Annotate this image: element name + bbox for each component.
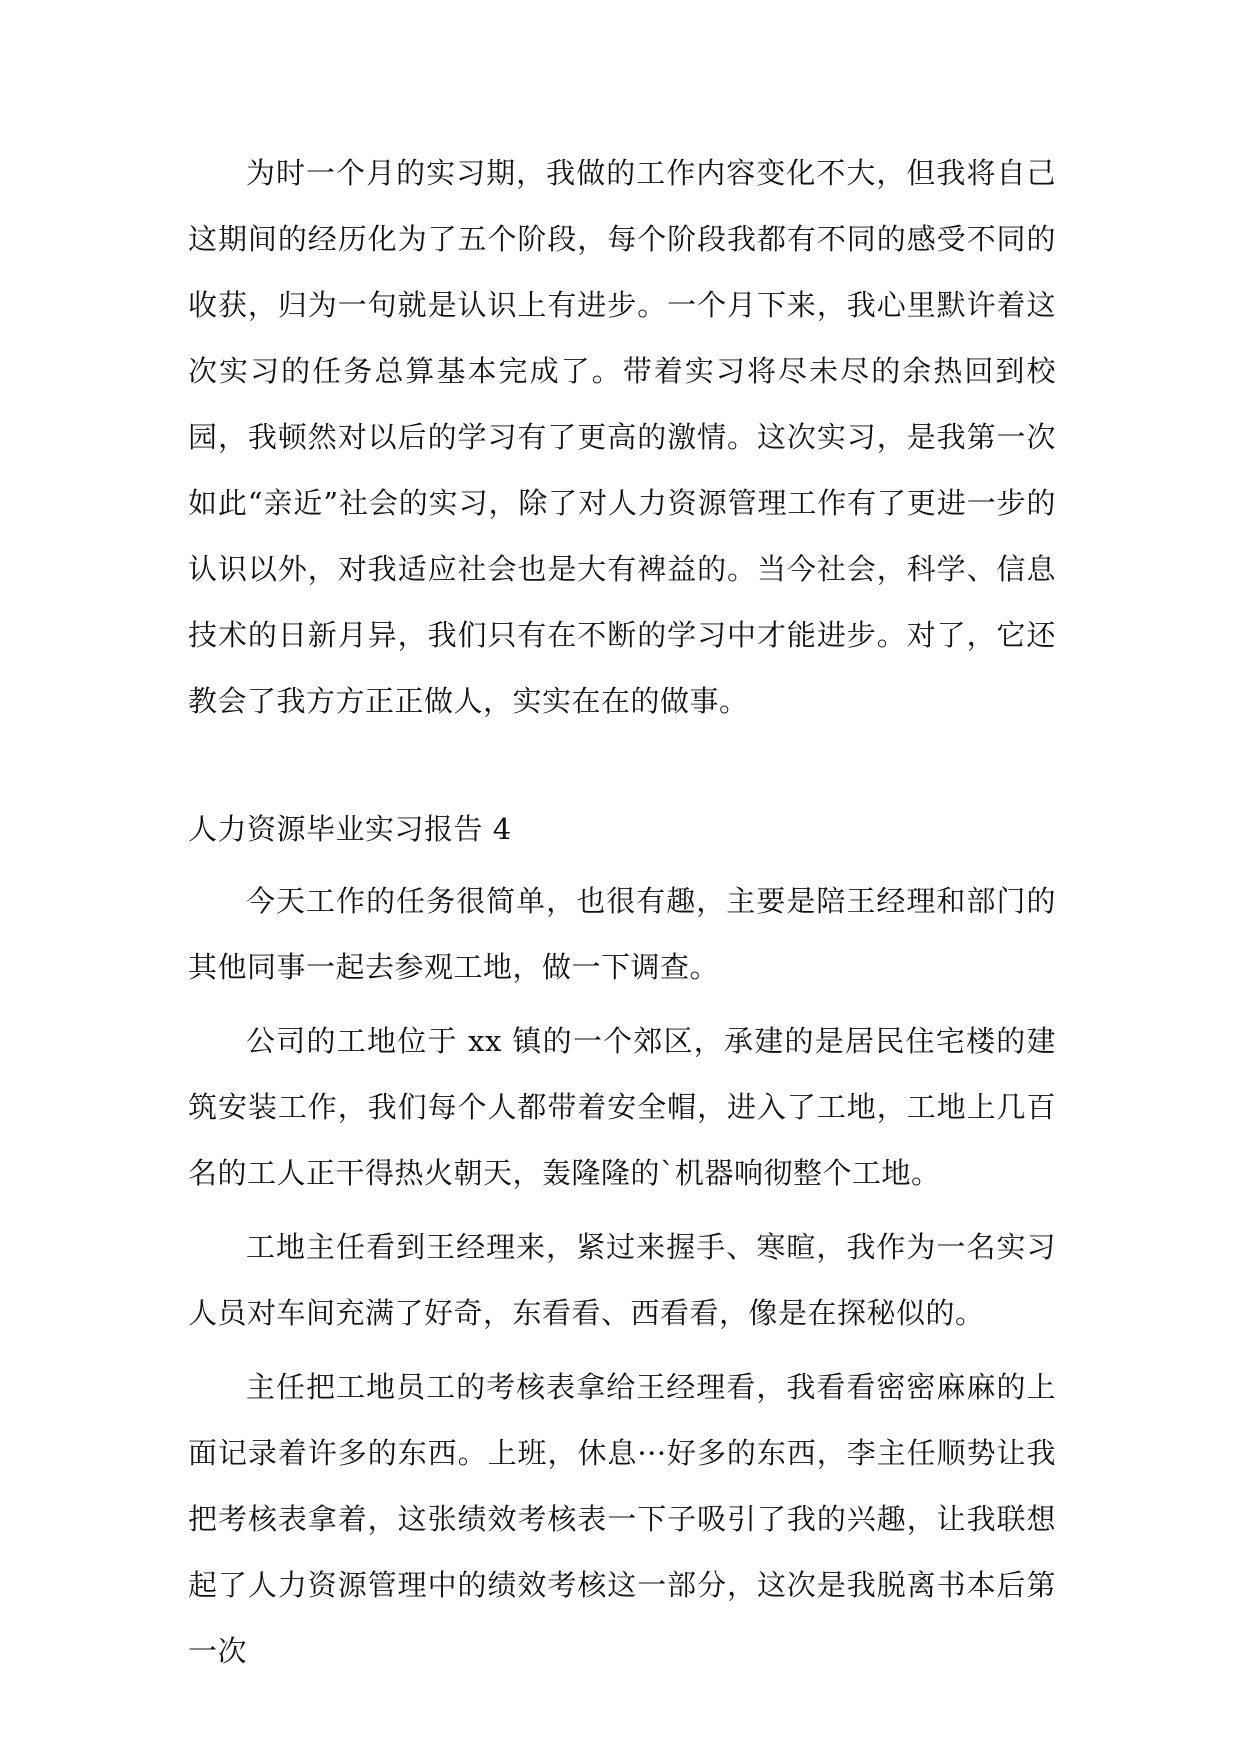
section-paragraph-2: 公司的工地位于 xx 镇的一个郊区，承建的是居民住宅楼的建筑安装工作，我们每个人都带着安全帽，进入了工地，工地上几百名的工人正干得热火朝天，轰隆隆的`机器响彻整个工地。 [188, 1024, 1056, 1190]
section-paragraph-4: 主任把工地员工的考核表拿给王经理看，我看看密密麻麻的上面记录着许多的东西。上班，休息···好多的东西，李主任顺势让我把考核表拿着，这张绩效考核表一下子吸引了我的兴趣，让我联想起了人力资源管理中的绩效考核这一部分，这次是我脱离书本后第一次 [188, 1370, 1056, 1668]
section-heading: 人力资源毕业实习报告 4 [188, 812, 512, 846]
document-page [188, 140, 1056, 1684]
section-paragraph-1: 今天工作的任务很简单，也很有趣，主要是陪王经理和部门的其他同事一起去参观工地，做一下调查。 [188, 884, 1056, 984]
section-spacer [188, 734, 1056, 796]
section-paragraph-3: 工地主任看到王经理来，紧过来握手、寒暄，我作为一名实习人员对车间充满了好奇，东看看、西看看，像是在探秘似的。 [188, 1230, 1056, 1330]
intro-paragraph: 为时一个月的实习期，我做的工作内容变化不大，但我将自己这期间的经历化为了五个阶段，每个阶段我都有不同的感受不同的收获，归为一句就是认识上有进步。一个月下来，我心里默许着这次实习的任务总算基本完成了。带着实习将尽未尽的余热回到校园，我顿然对以后的学习有了更高的激情。这次实习，是我第一次如此“亲近”社会的实习，除了对人力资源管理工作有了更进一步的认识以外，对我适应社会也是大有裨益的。当今社会，科学、信息技术的日新月异，我们只有在不断的学习中才能进步。对了，它还教会了我方方正正做人，实实在在的做事。 [188, 156, 1056, 718]
